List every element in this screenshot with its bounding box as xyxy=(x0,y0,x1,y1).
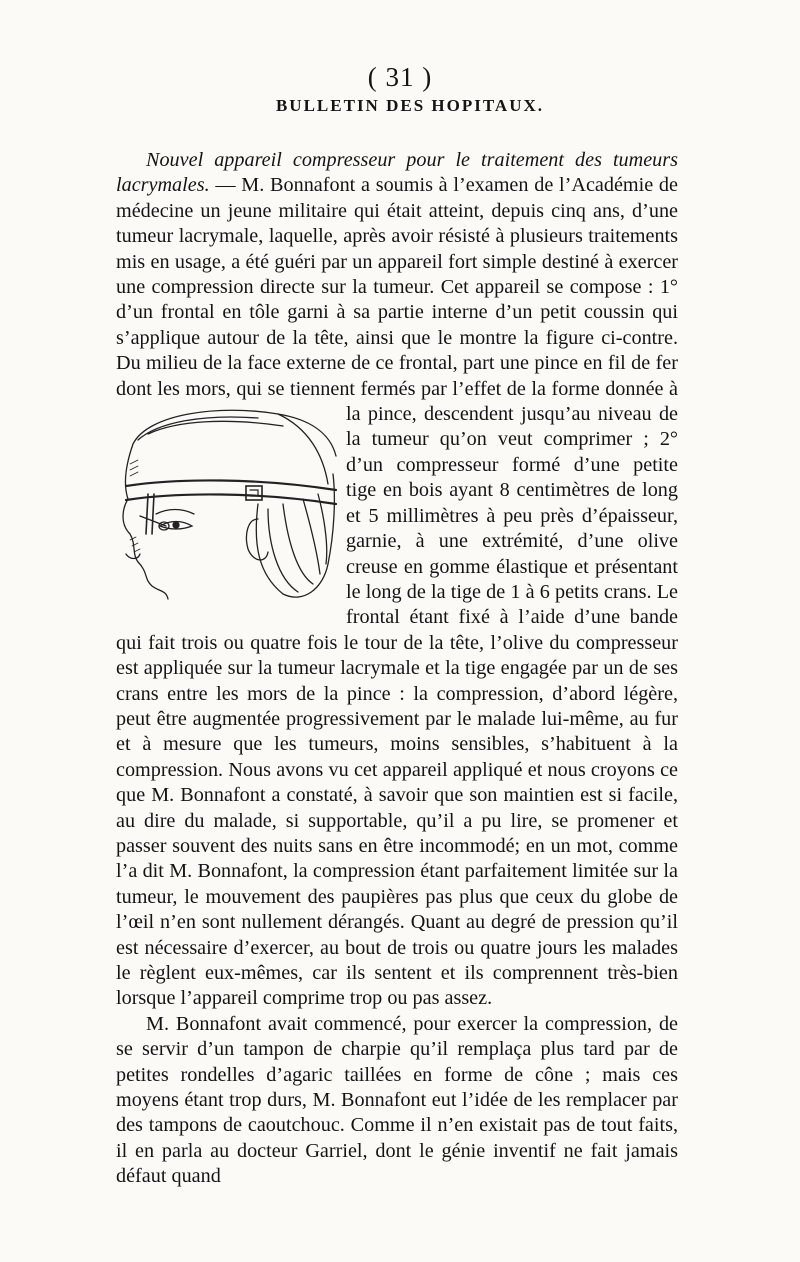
article-title: Nouvel appareil compresseur pour le traitement des tumeurs lacrymales. xyxy=(116,149,678,197)
paragraph-1-text-a: — M. Bonnafont a soumis à l’examen de l’Académie de médecine un jeune militaire qui était atteint, depuis cinq ans, d’une tumeur lacrymale, laquelle, après avoir résisté à plusieurs traitements mis en usage, a été guéri par un appareil fort simple destiné à exercer une compression directe sur la tumeur. Cet appareil se compose : 1° d’un frontal en tôle garni à sa partie interne d’un petit coussin qui s’applique autour de la tête, ainsi que le montre la figure ci-contre. Du milieu de la face externe de ce frontal, part une pince en fil de fer dont les mors, qui se tiennent fermés par l’effet de la forme donnée xyxy=(116,174,678,400)
article-body xyxy=(116,148,678,1190)
page-number: ( 31 ) xyxy=(367,62,433,92)
paragraph-2: M. Bonnafont avait commencé, pour exercer la compression, de se servir d’un tampon de charpie qu’il remplaça plus tard par de petites rondelles d’agaric taillées en forme de cône ; mais ces moyens étant trop durs, M. Bonnafont eut l’idée de les remplacer par des tampons de caoutchouc. Comme il n’en existait pas de tout faits, il en parla au docteur Garriel, dont le génie inventif ne fait jamais défaut quand xyxy=(116,1012,678,1188)
page-header xyxy=(0,60,800,116)
running-head: BULLETIN DES HOPITAUX. xyxy=(275,96,545,115)
head-compressor-figure xyxy=(108,404,348,616)
engraving-illustration xyxy=(108,404,348,616)
paragraph-1-text-b: à la pince, descendent jusqu’au niveau de la tumeur qu’on veut comprimer ; 2° d’un compresseur formé d’une petite tige en bois ayant 8 centimètres de long et 5 millimètres à peu près d’épaisseur, garnie, à une extrémité, d’une olive creuse en gomme élastique et présentant le long de la tige de 1 à 6 petits crans. Le frontal étant fixé à l’aide d’une bande qui fait trois ou quatre fois le tour de la tête, l’olive du compresseur est appliquée sur la tumeur lacrymale et la tige engagée par un de ses crans entre les mors de la pince : la compression, d’abord légère, peut être augmentée progressivement par le malade lui-même, au fur et à mesure que les tumeurs, moins sensibles, s’habituent à la compression. Nous avons vu cet appareil appliqué et nous croyons ce que M. Bonnafont a constaté, à savoir que son maintien est si facile, au dire du malade, si supportable, qu’il a pu lire, se promener et passer souvent des nuits sans en être incommodé; en un mot, comme l’a dit M. Bonnafont, la compression étant parfaitement limitée sur la tumeur, le mouvement des paupières pas plus que ceux du globe de l’œil n’en sont nullement dérangés. Quant au degré de pression qu’il est nécessaire d’exercer, au bout de trois ou quatre jours les malades le règlent eux-mêmes, car ils sentent et ils comprennent très-bien lorsque l’appareil comprime trop ou pas assez. xyxy=(116,377,678,1010)
